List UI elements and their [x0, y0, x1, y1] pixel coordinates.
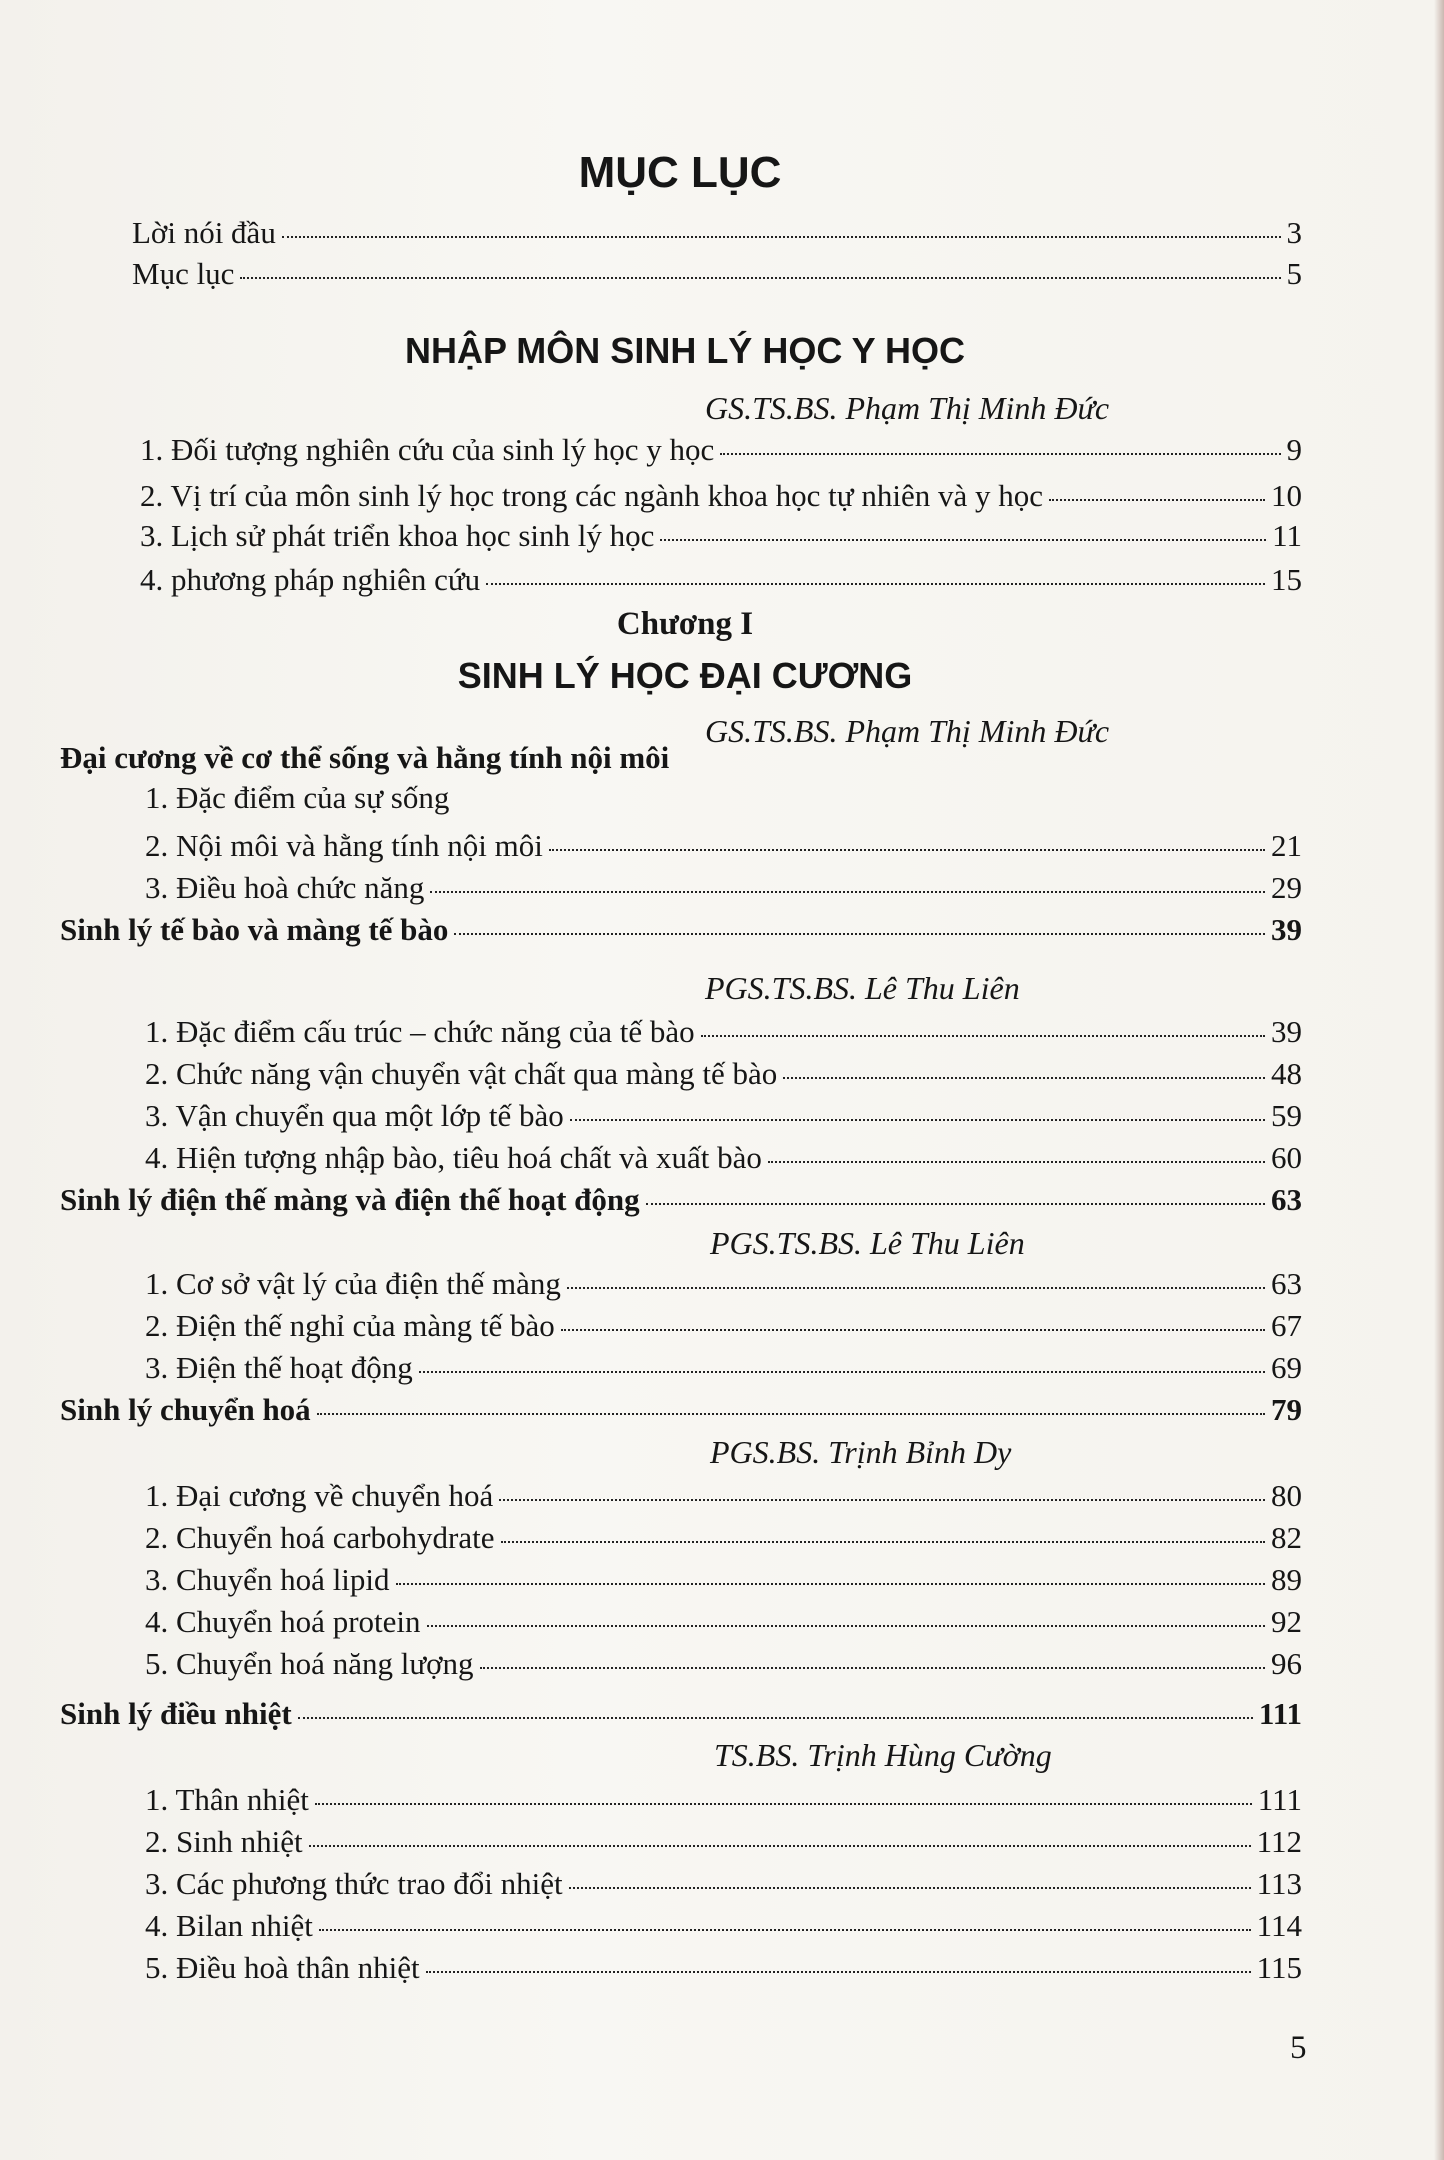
toc-entry[interactable]: 1. Đối tượng nghiên cứu của sinh lý học y học 9 [140, 432, 1302, 467]
toc-topic-homeostasis[interactable]: Đại cương về cơ thể sống và hằng tính nội môi [60, 740, 670, 775]
toc-entry[interactable]: 3. Vận chuyển qua một lớp tế bào 59 [145, 1098, 1302, 1133]
toc-entry[interactable]: 2. Vị trí của môn sinh lý học trong các ngành khoa học tự nhiên và y học 10 [140, 478, 1302, 513]
toc-entry[interactable]: 1. Thân nhiệt 111 [145, 1782, 1302, 1817]
toc-entry[interactable]: 4. Bilan nhiệt 114 [145, 1908, 1302, 1943]
toc-entry-contents[interactable]: Mục lục 5 [132, 256, 1302, 291]
toc-entry[interactable]: 3. Lịch sử phát triển khoa học sinh lý học 11 [140, 518, 1302, 553]
chapter-label: Chương I [616, 606, 754, 642]
page-number: 5 [1290, 2030, 1307, 2066]
author-topic4: PGS.BS. Trịnh Bỉnh Dy [710, 1434, 1012, 1470]
toc-entry[interactable]: 2. Nội môi và hằng tính nội môi 21 [145, 828, 1302, 863]
toc-entry[interactable]: 1. Đặc điểm cấu trúc – chức năng của tế bào 39 [145, 1014, 1302, 1049]
toc-entry[interactable]: 2. Điện thế nghỉ của màng tế bào 67 [145, 1308, 1302, 1343]
toc-entry[interactable]: 3. Điện thế hoạt động 69 [145, 1350, 1302, 1385]
toc-entry[interactable]: 1. Đặc điểm của sự sống [145, 780, 450, 815]
section-heading-intro: NHẬP MÔN SINH LÝ HỌC Y HỌC [404, 330, 966, 371]
author-topic5: TS.BS. Trịnh Hùng Cường [714, 1737, 1052, 1773]
toc-entry[interactable]: 4. Chuyển hoá protein 92 [145, 1604, 1302, 1639]
toc-entry[interactable]: 4. phương pháp nghiên cứu 15 [140, 562, 1302, 597]
toc-entry[interactable]: 2. Chức năng vận chuyển vật chất qua màng tế bào 48 [145, 1056, 1302, 1091]
toc-entry[interactable]: 3. Các phương thức trao đổi nhiệt 113 [145, 1866, 1302, 1901]
author-intro: GS.TS.BS. Phạm Thị Minh Đức [705, 390, 1110, 426]
toc-entry[interactable]: 3. Chuyển hoá lipid 89 [145, 1562, 1302, 1597]
toc-entry-foreword[interactable]: Lời nói đầu 3 [132, 215, 1302, 250]
toc-entry[interactable]: 5. Điều hoà thân nhiệt 115 [145, 1950, 1302, 1985]
chapter-heading: SINH LÝ HỌC ĐẠI CƯƠNG [457, 655, 913, 696]
toc-entry[interactable]: 2. Chuyển hoá carbohydrate 82 [145, 1520, 1302, 1555]
toc-entry[interactable]: 1. Đại cương về chuyển hoá 80 [145, 1478, 1302, 1513]
toc-entry[interactable]: 2. Sinh nhiệt 112 [145, 1824, 1302, 1859]
toc-entry[interactable]: 3. Điều hoà chức năng 29 [145, 870, 1302, 905]
toc-topic-thermoregulation[interactable]: Sinh lý điều nhiệt 111 [60, 1696, 1302, 1731]
toc-topic-cell-membrane[interactable]: Sinh lý tế bào và màng tế bào 39 [60, 912, 1302, 947]
toc-entry[interactable]: 1. Cơ sở vật lý của điện thế màng 63 [145, 1266, 1302, 1301]
toc-title: MỤC LỤC [578, 148, 782, 197]
toc-topic-metabolism[interactable]: Sinh lý chuyển hoá 79 [60, 1392, 1302, 1427]
author-topic2: PGS.TS.BS. Lê Thu Liên [705, 970, 1020, 1006]
author-chapter1: GS.TS.BS. Phạm Thị Minh Đức [705, 713, 1110, 749]
toc-entry[interactable]: 4. Hiện tượng nhập bào, tiêu hoá chất và xuất bào 60 [145, 1140, 1302, 1175]
toc-topic-membrane-potential[interactable]: Sinh lý điện thế màng và điện thế hoạt động 63 [60, 1182, 1302, 1217]
author-topic3: PGS.TS.BS. Lê Thu Liên [710, 1225, 1025, 1261]
page-edge-shadow [1434, 0, 1444, 2160]
toc-entry[interactable]: 5. Chuyển hoá năng lượng 96 [145, 1646, 1302, 1681]
